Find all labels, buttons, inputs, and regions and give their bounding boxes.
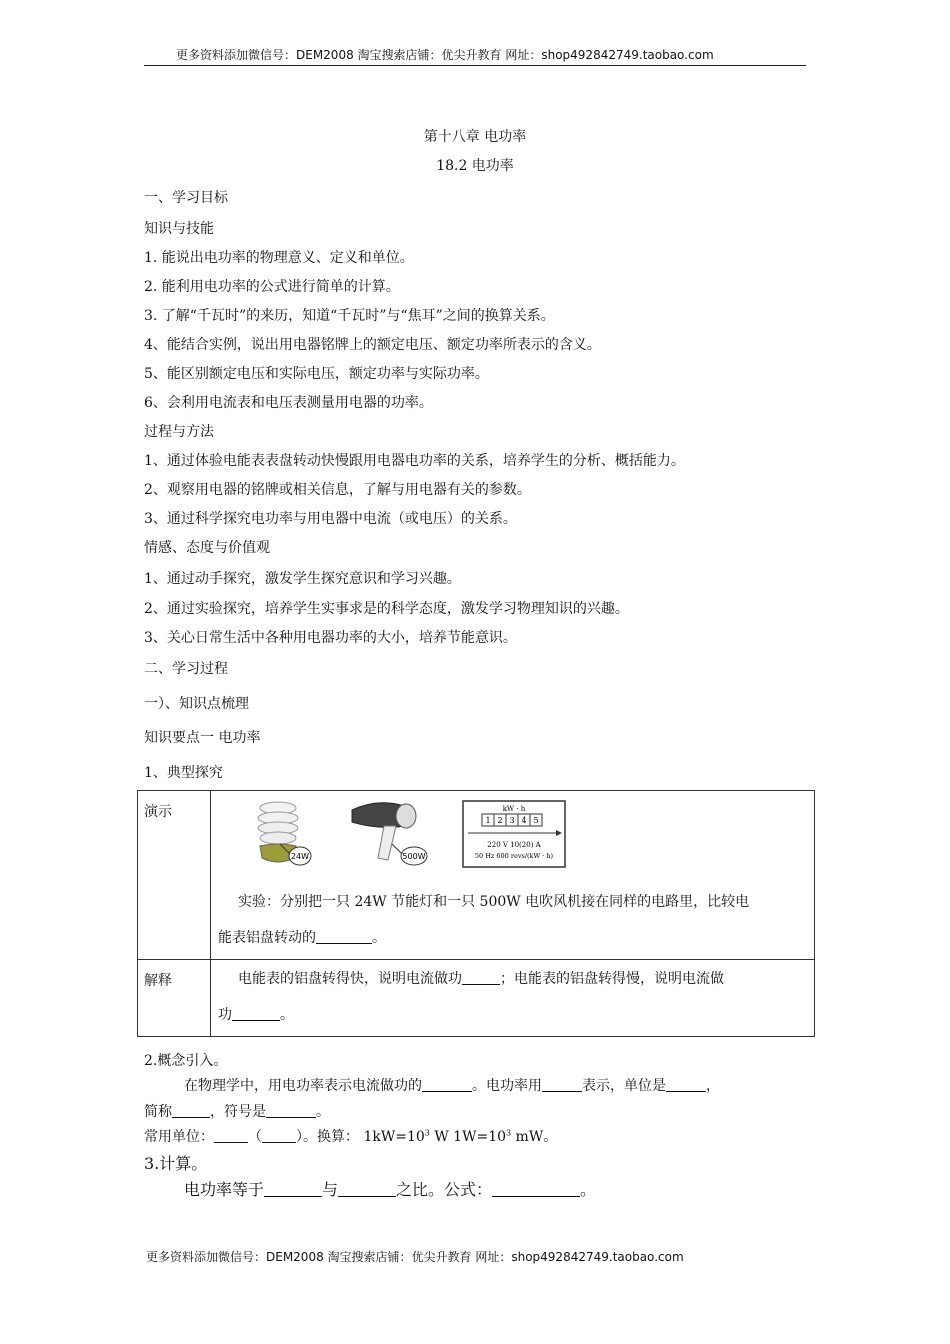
process-item: 3、通过科学探究电功率与用电器中电流（或电压）的关系。: [144, 511, 517, 527]
figure-row: [212, 792, 813, 884]
blank-unit: [666, 1077, 706, 1092]
demo-content: [211, 791, 815, 960]
blank-time: [338, 1180, 396, 1197]
concept-line-2: [144, 1101, 330, 1121]
meter-digit: 5: [533, 816, 539, 825]
attitude-heading: 情感、态度与价值观: [144, 540, 270, 556]
blank-work-rate: [422, 1077, 472, 1092]
demo-row: [138, 791, 815, 960]
knowledge-item: 1. 能说出电功率的物理意义、定义和单位。: [144, 250, 414, 266]
concept-text: 简称: [144, 1104, 172, 1120]
bulb-power-label: 24W: [290, 852, 310, 861]
calc-line-1: [184, 1177, 596, 1200]
meter-rating-1: 220 V 10(20) A: [487, 841, 541, 849]
concept-text: 常用单位：: [144, 1129, 214, 1145]
knowledge-item: 5、能区别额定电压和实际电压，额定功率与实际功率。: [144, 366, 489, 382]
concept-heading: 2.概念引入。: [144, 1053, 228, 1069]
knowledge-heading: 知识与技能: [144, 221, 214, 237]
energy-saving-bulb-icon: [250, 798, 314, 870]
concept-line-3: [144, 1126, 557, 1146]
knowledge-item: 6、会利用电流表和电压表测量用电器的功率。: [144, 395, 433, 411]
calc-text: 之比。公式：: [396, 1180, 493, 1199]
concept-text: 表示，单位是: [582, 1078, 666, 1094]
learning-process-heading: 二、学习过程: [144, 661, 228, 677]
exponent: 3: [506, 1128, 512, 1138]
demo-text-end: 。: [372, 930, 386, 946]
header-rule: [144, 65, 806, 66]
process-item: 2、观察用电器的铭牌或相关信息，了解与用电器有关的参数。: [144, 482, 531, 498]
concept-text: ，符号是: [210, 1104, 266, 1120]
meter-digit: 2: [497, 816, 503, 825]
blank-work-fast: [462, 970, 500, 985]
page-header: 更多资料添加微信号：DEM2008 淘宝搜索店铺：优尖升教育 网址：shop492842749.taobao.com: [176, 48, 714, 62]
typical-explore-heading: 1、典型探究: [144, 765, 223, 781]
calc-text: 电功率等于: [184, 1180, 265, 1199]
explain-label: 解释: [138, 960, 211, 1037]
meter-rating-2: 50 Hz 600 revs/(kW · h): [474, 852, 554, 860]
dryer-power-label: 500W: [402, 852, 426, 861]
knowledge-points-heading: 一）、知识点梳理: [144, 696, 249, 712]
concept-line-1: [184, 1075, 720, 1095]
meter-unit: kW · h: [502, 805, 526, 813]
concept-text: 在物理学中，用电功率表示电流做功的: [184, 1078, 422, 1094]
explain-content: [211, 960, 815, 1037]
knowledge-item: 4、能结合实例，说出用电器铭牌上的额定电压、额定功率所表示的含义。: [144, 337, 601, 353]
attitude-item: 3、关心日常生活中各种用电器功率的大小，培养节能意识。: [144, 630, 517, 646]
demo-text-line-1: 实验：分别把一只 24W 节能灯和一只 500W 电吹风机接在同样的电路里，比较电: [238, 894, 750, 910]
blank-rotation-speed: [316, 929, 372, 944]
attitude-item: 1、通过动手探究，激发学生探究意识和学习兴趣。: [144, 571, 461, 587]
blank-formula: [492, 1180, 580, 1197]
demo-text-line-2: 能表铝盘转动的: [218, 930, 316, 946]
explain-row: [138, 960, 815, 1037]
explain-text-end: 。: [280, 1007, 294, 1023]
concept-text: （: [248, 1129, 262, 1145]
concept-text: ）。换算： 1kW=10: [296, 1129, 425, 1145]
concept-text: 。: [316, 1104, 330, 1120]
chapter-title: 第十八章 电功率: [423, 129, 527, 145]
knowledge-item: 2. 能利用电功率的公式进行简单的计算。: [144, 279, 400, 295]
blank-common-unit: [214, 1128, 248, 1143]
explain-text-a2: ；电能表的铝盘转得慢，说明电流做: [500, 971, 724, 987]
page-footer: 更多资料添加微信号：DEM2008 淘宝搜索店铺：优尖升教育 网址：shop492842749.taobao.com: [146, 1250, 684, 1264]
meter-digit: 4: [521, 816, 527, 825]
blank-symbol: [542, 1077, 582, 1092]
blank-unit-symbol: [266, 1103, 316, 1118]
goals-heading: 一、学习目标: [144, 190, 228, 206]
concept-text: 。电功率用: [472, 1078, 542, 1094]
meter-digit: 3: [509, 816, 515, 825]
concept-text: W 1W=10: [429, 1129, 507, 1145]
blank-common-symbol: [262, 1128, 296, 1143]
exponent: 3: [424, 1128, 430, 1138]
process-item: 1、通过体验电能表表盘转动快慢跟用电器电功率的关系，培养学生的分析、概括能力。: [144, 453, 685, 469]
attitude-item: 2、通过实验探究，培养学生实事求是的科学态度，激发学习物理知识的兴趣。: [144, 601, 629, 617]
calc-text: 与: [322, 1180, 339, 1199]
energy-meter-icon: [462, 800, 566, 868]
process-heading: 过程与方法: [144, 424, 214, 440]
calc-text: 。: [580, 1180, 597, 1199]
section-title: 18.2 电功率: [436, 158, 514, 174]
explain-text-b: 功: [218, 1007, 232, 1023]
blank-electric-work: [264, 1180, 322, 1197]
meter-digit: 1: [485, 816, 491, 825]
point-one-heading: 知识要点一 电功率: [144, 730, 261, 746]
demo-table: [137, 790, 815, 1037]
hair-dryer-icon: [348, 796, 430, 872]
demo-label: 演示: [138, 791, 211, 960]
blank-unit-short: [172, 1103, 210, 1118]
explain-text-a1: 电能表的铝盘转得快，说明电流做功: [238, 971, 462, 987]
calc-heading: 3.计算。: [144, 1154, 208, 1173]
concept-text: mW。: [511, 1129, 558, 1145]
concept-text: ，: [706, 1078, 720, 1094]
blank-work-slow: [232, 1006, 280, 1021]
knowledge-item: 3. 了解“千瓦时”的来历，知道“千瓦时”与“焦耳”之间的换算关系。: [144, 308, 555, 324]
